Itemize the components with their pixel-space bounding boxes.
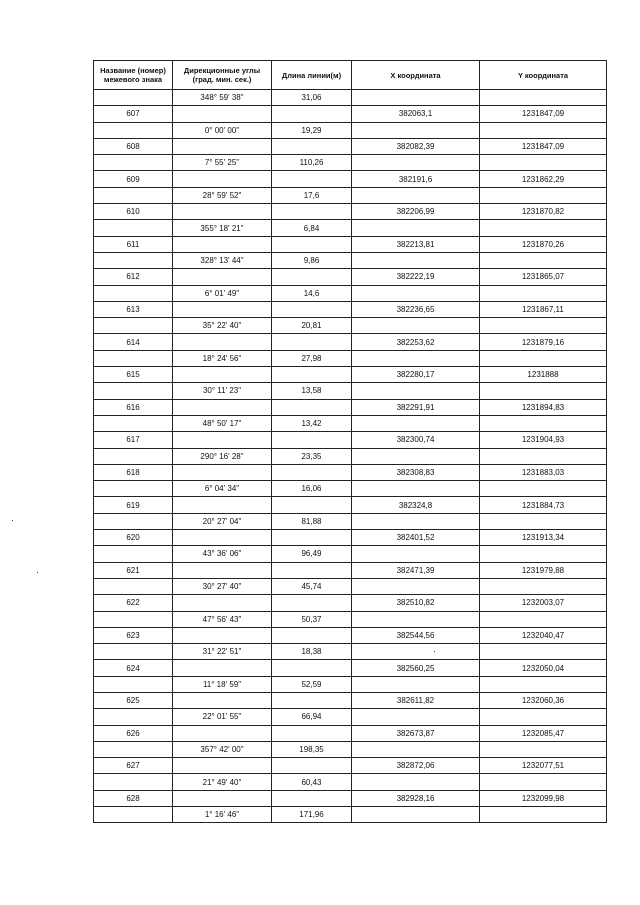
table-row [94, 415, 607, 431]
table-row [94, 562, 607, 578]
x-coordinate-cell [352, 513, 480, 529]
x-coordinate-cell [352, 676, 480, 692]
direction-angle-cell [173, 367, 272, 383]
header-row [94, 61, 607, 90]
table-header [94, 61, 607, 90]
x-coordinate-cell: 382280,17 [352, 367, 480, 383]
y-coordinate-cell [480, 122, 607, 138]
line-length-cell: 60,43 [272, 774, 352, 790]
line-length-cell: 45,74 [272, 578, 352, 594]
line-length-cell: 16,06 [272, 481, 352, 497]
line-length-cell [272, 138, 352, 154]
boundary-coordinates-table [93, 60, 607, 823]
marker-name-cell: 617 [94, 432, 173, 448]
x-coordinate-cell: 382082,39 [352, 138, 480, 154]
marker-name-cell [94, 741, 173, 757]
direction-angle-cell [173, 138, 272, 154]
direction-angle-cell [173, 660, 272, 676]
table-row [94, 611, 607, 627]
x-coordinate-cell: 382611,82 [352, 692, 480, 708]
direction-angle-cell [173, 562, 272, 578]
direction-angle-cell: 290° 16' 28" [173, 448, 272, 464]
y-coordinate-cell [480, 807, 607, 823]
x-coordinate-cell: 382560,25 [352, 660, 480, 676]
table-row [94, 595, 607, 611]
marker-name-cell [94, 383, 173, 399]
table-row [94, 90, 607, 106]
y-coordinate-cell: 1231847,09 [480, 138, 607, 154]
table-row [94, 578, 607, 594]
marker-name-cell [94, 578, 173, 594]
line-length-cell [272, 204, 352, 220]
table-row [94, 138, 607, 154]
header-y-coordinate: Y координата [480, 61, 607, 90]
table-row [94, 660, 607, 676]
y-coordinate-cell [480, 676, 607, 692]
line-length-cell [272, 399, 352, 415]
direction-angle-cell [173, 204, 272, 220]
direction-angle-cell [173, 595, 272, 611]
direction-angle-cell [173, 106, 272, 122]
line-length-cell: 14,6 [272, 285, 352, 301]
y-coordinate-cell [480, 155, 607, 171]
direction-angle-cell [173, 334, 272, 350]
marker-name-cell: 609 [94, 171, 173, 187]
marker-name-cell [94, 774, 173, 790]
y-coordinate-cell: 1232003,07 [480, 595, 607, 611]
y-coordinate-cell: 1231894,83 [480, 399, 607, 415]
x-coordinate-cell: 382324,8 [352, 497, 480, 513]
x-coordinate-cell: 382063,1 [352, 106, 480, 122]
y-coordinate-cell: 1231862,29 [480, 171, 607, 187]
x-coordinate-cell: 382253,62 [352, 334, 480, 350]
table-row [94, 807, 607, 823]
direction-angle-cell [173, 497, 272, 513]
scan-speck [12, 520, 13, 521]
line-length-cell: 13,42 [272, 415, 352, 431]
marker-name-cell [94, 122, 173, 138]
line-length-cell: 20,81 [272, 318, 352, 334]
marker-name-cell [94, 155, 173, 171]
x-coordinate-cell: 382673,87 [352, 725, 480, 741]
line-length-cell [272, 595, 352, 611]
y-coordinate-cell [480, 448, 607, 464]
line-length-cell [272, 334, 352, 350]
table-row [94, 285, 607, 301]
y-coordinate-cell: 1231904,93 [480, 432, 607, 448]
table-row [94, 790, 607, 806]
direction-angle-cell: 11° 18' 59" [173, 676, 272, 692]
marker-name-cell [94, 252, 173, 268]
y-coordinate-cell: 1232040,47 [480, 627, 607, 643]
y-coordinate-cell [480, 774, 607, 790]
x-coordinate-cell: 382191,6 [352, 171, 480, 187]
table-row [94, 171, 607, 187]
y-coordinate-cell [480, 187, 607, 203]
table-row [94, 627, 607, 643]
marker-name-cell [94, 350, 173, 366]
direction-angle-cell [173, 301, 272, 317]
table-row [94, 741, 607, 757]
y-coordinate-cell [480, 285, 607, 301]
direction-angle-cell: 47° 56' 43" [173, 611, 272, 627]
marker-name-cell [94, 709, 173, 725]
table-row [94, 204, 607, 220]
line-length-cell [272, 758, 352, 774]
y-coordinate-cell: 1231883,03 [480, 464, 607, 480]
marker-name-cell: 621 [94, 562, 173, 578]
table-row [94, 155, 607, 171]
marker-name-cell [94, 90, 173, 106]
line-length-cell: 50,37 [272, 611, 352, 627]
marker-name-cell [94, 285, 173, 301]
table-row [94, 187, 607, 203]
x-coordinate-cell [352, 741, 480, 757]
scan-speck [37, 572, 38, 573]
x-coordinate-cell [352, 774, 480, 790]
y-coordinate-cell: 1232085,47 [480, 725, 607, 741]
direction-angle-cell: 48° 50' 17" [173, 415, 272, 431]
line-length-cell: 110,26 [272, 155, 352, 171]
x-coordinate-cell [352, 611, 480, 627]
table-row [94, 464, 607, 480]
table-row [94, 350, 607, 366]
y-coordinate-cell: 1231879,16 [480, 334, 607, 350]
x-coordinate-cell [352, 285, 480, 301]
y-coordinate-cell [480, 220, 607, 236]
table-body [94, 90, 607, 823]
line-length-cell: 6,84 [272, 220, 352, 236]
line-length-cell: 18,38 [272, 644, 352, 660]
line-length-cell: 19,29 [272, 122, 352, 138]
y-coordinate-cell [480, 611, 607, 627]
line-length-cell [272, 171, 352, 187]
table-row [94, 758, 607, 774]
direction-angle-cell: 357° 42' 00" [173, 741, 272, 757]
table-row [94, 709, 607, 725]
line-length-cell [272, 562, 352, 578]
marker-name-cell: 612 [94, 269, 173, 285]
table-row [94, 432, 607, 448]
direction-angle-cell: 0° 00' 00" [173, 122, 272, 138]
y-coordinate-cell: 1231888 [480, 367, 607, 383]
direction-angle-cell: 7° 55' 25" [173, 155, 272, 171]
marker-name-cell: 619 [94, 497, 173, 513]
line-length-cell: 9,86 [272, 252, 352, 268]
direction-angle-cell [173, 432, 272, 448]
table-row [94, 367, 607, 383]
x-coordinate-cell [352, 187, 480, 203]
marker-name-cell: 627 [94, 758, 173, 774]
x-coordinate-cell [352, 252, 480, 268]
y-coordinate-cell [480, 252, 607, 268]
x-coordinate-cell [352, 481, 480, 497]
direction-angle-cell: 22° 01' 55" [173, 709, 272, 725]
line-length-cell: 52,59 [272, 676, 352, 692]
x-coordinate-cell: 382544,56 [352, 627, 480, 643]
y-coordinate-cell [480, 383, 607, 399]
y-coordinate-cell: 1231884,73 [480, 497, 607, 513]
y-coordinate-cell: 1231870,82 [480, 204, 607, 220]
marker-name-cell: 610 [94, 204, 173, 220]
x-coordinate-cell: 382471,39 [352, 562, 480, 578]
marker-name-cell [94, 415, 173, 431]
x-coordinate-cell: 382222,19 [352, 269, 480, 285]
x-coordinate-cell [352, 220, 480, 236]
y-coordinate-cell [480, 546, 607, 562]
header-line-length: Длина линии(м) [272, 61, 352, 90]
marker-name-cell: 628 [94, 790, 173, 806]
line-length-cell: 13,58 [272, 383, 352, 399]
x-coordinate-cell [352, 546, 480, 562]
line-length-cell [272, 106, 352, 122]
y-coordinate-cell [480, 513, 607, 529]
line-length-cell: 81,88 [272, 513, 352, 529]
x-coordinate-cell: 382872,06 [352, 758, 480, 774]
direction-angle-cell: 30° 27' 40" [173, 578, 272, 594]
marker-name-cell: 622 [94, 595, 173, 611]
table-row [94, 122, 607, 138]
x-coordinate-cell [352, 578, 480, 594]
table-row [94, 383, 607, 399]
line-length-cell: 66,94 [272, 709, 352, 725]
marker-name-cell [94, 481, 173, 497]
direction-angle-cell: 1° 16' 46" [173, 807, 272, 823]
x-coordinate-cell: 382236,65 [352, 301, 480, 317]
y-coordinate-cell: 1232050,04 [480, 660, 607, 676]
line-length-cell: 96,49 [272, 546, 352, 562]
x-coordinate-cell: 382928,16 [352, 790, 480, 806]
table-row [94, 399, 607, 415]
direction-angle-cell: 35° 22' 40" [173, 318, 272, 334]
direction-angle-cell: 18° 24' 56" [173, 350, 272, 366]
table-row [94, 644, 607, 660]
direction-angle-cell [173, 692, 272, 708]
marker-name-cell: 624 [94, 660, 173, 676]
direction-angle-cell [173, 725, 272, 741]
line-length-cell [272, 269, 352, 285]
direction-angle-cell [173, 399, 272, 415]
table-row [94, 530, 607, 546]
marker-name-cell [94, 676, 173, 692]
line-length-cell: 27,98 [272, 350, 352, 366]
line-length-cell [272, 464, 352, 480]
y-coordinate-cell [480, 90, 607, 106]
y-coordinate-cell: 1231865,07 [480, 269, 607, 285]
line-length-cell [272, 497, 352, 513]
x-coordinate-cell: 382291,91 [352, 399, 480, 415]
table-row [94, 252, 607, 268]
line-length-cell [272, 367, 352, 383]
direction-angle-cell: 31° 22' 51" [173, 644, 272, 660]
line-length-cell: 17,6 [272, 187, 352, 203]
direction-angle-cell: 28° 59' 52" [173, 187, 272, 203]
marker-name-cell: 626 [94, 725, 173, 741]
x-coordinate-cell [352, 448, 480, 464]
table-row [94, 448, 607, 464]
marker-name-cell [94, 546, 173, 562]
y-coordinate-cell [480, 644, 607, 660]
line-length-cell [272, 725, 352, 741]
x-coordinate-cell: 382206,99 [352, 204, 480, 220]
marker-name-cell: 625 [94, 692, 173, 708]
marker-name-cell: 608 [94, 138, 173, 154]
direction-angle-cell: 6° 04' 34" [173, 481, 272, 497]
line-length-cell: 198,35 [272, 741, 352, 757]
marker-name-cell [94, 448, 173, 464]
marker-name-cell: 620 [94, 530, 173, 546]
table-row [94, 334, 607, 350]
table-row [94, 269, 607, 285]
x-coordinate-cell [352, 709, 480, 725]
y-coordinate-cell: 1231979,88 [480, 562, 607, 578]
line-length-cell: 23,35 [272, 448, 352, 464]
y-coordinate-cell: 1231867,11 [480, 301, 607, 317]
marker-name-cell: 615 [94, 367, 173, 383]
y-coordinate-cell [480, 741, 607, 757]
line-length-cell [272, 692, 352, 708]
x-coordinate-cell: 382300,74 [352, 432, 480, 448]
table-row [94, 513, 607, 529]
table-row [94, 497, 607, 513]
y-coordinate-cell [480, 481, 607, 497]
table-row [94, 725, 607, 741]
marker-name-cell [94, 644, 173, 660]
x-coordinate-cell: 382510,82 [352, 595, 480, 611]
y-coordinate-cell [480, 350, 607, 366]
marker-name-cell: 607 [94, 106, 173, 122]
table-row [94, 220, 607, 236]
table-row [94, 774, 607, 790]
marker-name-cell: 616 [94, 399, 173, 415]
x-coordinate-cell: 382308,83 [352, 464, 480, 480]
table-row [94, 546, 607, 562]
direction-angle-cell [173, 236, 272, 252]
table-row [94, 318, 607, 334]
line-length-cell [272, 627, 352, 643]
x-coordinate-cell [352, 383, 480, 399]
y-coordinate-cell [480, 578, 607, 594]
x-coordinate-cell: 382213,81 [352, 236, 480, 252]
x-coordinate-cell [352, 350, 480, 366]
marker-name-cell: 613 [94, 301, 173, 317]
y-coordinate-cell: 1232060,36 [480, 692, 607, 708]
line-length-cell [272, 236, 352, 252]
table-row [94, 692, 607, 708]
direction-angle-cell [173, 627, 272, 643]
marker-name-cell [94, 187, 173, 203]
table-row [94, 106, 607, 122]
x-coordinate-cell [352, 644, 480, 660]
direction-angle-cell: 348° 59' 38" [173, 90, 272, 106]
header-x-coordinate: X координата [352, 61, 480, 90]
marker-name-cell: 623 [94, 627, 173, 643]
y-coordinate-cell: 1231913,34 [480, 530, 607, 546]
x-coordinate-cell [352, 807, 480, 823]
direction-angle-cell: 43° 36' 06" [173, 546, 272, 562]
y-coordinate-cell: 1232099,98 [480, 790, 607, 806]
line-length-cell: 31,06 [272, 90, 352, 106]
line-length-cell [272, 301, 352, 317]
direction-angle-cell [173, 790, 272, 806]
line-length-cell [272, 432, 352, 448]
direction-angle-cell [173, 464, 272, 480]
x-coordinate-cell: 382401,52 [352, 530, 480, 546]
marker-name-cell: 611 [94, 236, 173, 252]
marker-name-cell [94, 513, 173, 529]
table-row [94, 676, 607, 692]
direction-angle-cell: 21° 49' 40" [173, 774, 272, 790]
marker-name-cell: 614 [94, 334, 173, 350]
direction-angle-cell: 20° 27' 04" [173, 513, 272, 529]
direction-angle-cell [173, 530, 272, 546]
table-row [94, 481, 607, 497]
x-coordinate-cell [352, 90, 480, 106]
table-row [94, 301, 607, 317]
y-coordinate-cell: 1232077,51 [480, 758, 607, 774]
x-coordinate-cell [352, 155, 480, 171]
direction-angle-cell: 6° 01' 49" [173, 285, 272, 301]
marker-name-cell [94, 611, 173, 627]
line-length-cell [272, 530, 352, 546]
y-coordinate-cell [480, 709, 607, 725]
table-row [94, 236, 607, 252]
marker-name-cell [94, 807, 173, 823]
line-length-cell [272, 790, 352, 806]
line-length-cell: 171,96 [272, 807, 352, 823]
direction-angle-cell [173, 269, 272, 285]
direction-angle-cell: 355° 18' 21" [173, 220, 272, 236]
direction-angle-cell: 328° 13' 44" [173, 252, 272, 268]
direction-angle-cell [173, 758, 272, 774]
marker-name-cell: 618 [94, 464, 173, 480]
y-coordinate-cell: 1231870,26 [480, 236, 607, 252]
y-coordinate-cell: 1231847,09 [480, 106, 607, 122]
y-coordinate-cell [480, 318, 607, 334]
line-length-cell [272, 660, 352, 676]
x-coordinate-cell [352, 122, 480, 138]
direction-angle-cell [173, 171, 272, 187]
header-direction-angle: Дирекционные углы (град. мин. сек.) [173, 61, 272, 90]
x-coordinate-cell [352, 318, 480, 334]
marker-name-cell [94, 220, 173, 236]
x-coordinate-cell [352, 415, 480, 431]
direction-angle-cell: 30° 11' 23" [173, 383, 272, 399]
y-coordinate-cell [480, 415, 607, 431]
header-marker-name: Название (номер) межевого знака [94, 61, 173, 90]
marker-name-cell [94, 318, 173, 334]
